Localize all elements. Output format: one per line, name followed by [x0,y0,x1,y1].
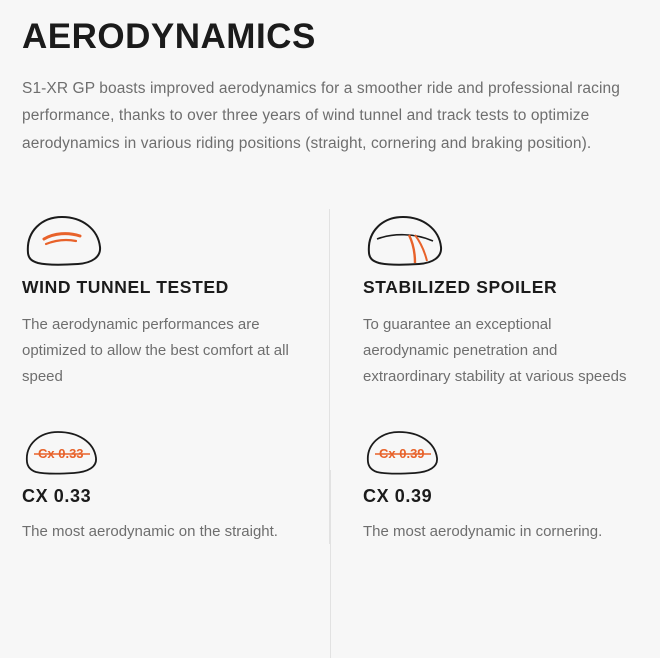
cx-title: CX 0.39 [363,485,433,506]
section-intro-text: S1-XR GP boasts improved aerodynamics for a smoother ride and professional racing performance, thanks to over three years of wind tunnel and track tests to optimize aerodynamics in various riding positions (straight, cornering and braking position). [22,79,620,152]
cx-title: CX 0.33 [22,485,92,506]
cx-description: The most aerodynamic in cornering. [363,522,603,540]
helmet-cx-icon [363,428,638,482]
column-divider [330,470,331,658]
page-title: AERODYNAMICS [22,17,316,56]
feature-title: STABILIZED SPOILER [363,277,558,298]
feature-column-wind-tunnel [22,209,330,544]
helmet-cx-icon [22,428,293,482]
cx-badge-label: Cx 0.39 [379,445,425,461]
helmet-spoiler-icon [363,209,638,271]
cx-description: The most aerodynamic on the straight. [22,522,278,540]
cx-badge-label: Cx 0.33 [38,445,84,461]
feature-title: WIND TUNNEL TESTED [22,277,229,298]
cx-block-right [363,428,638,545]
feature-description: The aerodynamic performances are optimized to allow the best comfort at all speed [22,316,289,385]
helmet-airflow-icon [22,209,293,271]
feature-description: To guarantee an exceptional aerodynamic penetration and extraordinary stability at various speeds [363,316,627,385]
feature-column-spoiler [330,209,638,544]
cx-block-left [22,428,293,545]
